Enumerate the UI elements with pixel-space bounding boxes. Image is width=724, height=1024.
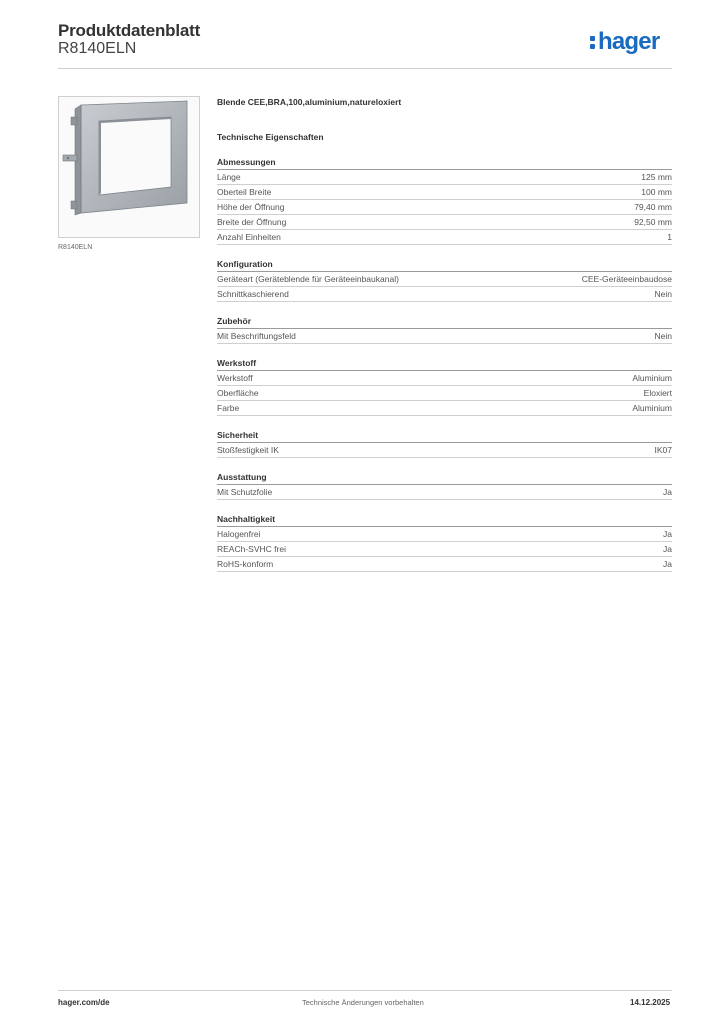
section-title: Ausstattung [217, 470, 672, 485]
spec-value: Ja [663, 529, 672, 539]
spec-row [217, 386, 672, 401]
document-title: Produktdatenblatt [58, 21, 201, 40]
spec-label: Mit Beschriftungsfeld [217, 331, 296, 341]
product-image [58, 96, 200, 238]
spec-section [217, 356, 672, 416]
spec-sections [217, 155, 672, 572]
spec-label: Breite der Öffnung [217, 217, 287, 227]
header-divider [58, 68, 672, 69]
spec-label: Geräteart (Geräteblende für Geräteeinbaukanal) [217, 274, 399, 284]
product-code: R8140ELN [58, 40, 137, 57]
logo-dots-icon [590, 32, 596, 50]
spec-value: Nein [654, 331, 672, 341]
spec-row [217, 287, 672, 302]
section-title: Abmessungen [217, 155, 672, 170]
footer-website[interactable]: hager.com/de [58, 998, 110, 1007]
spec-content [217, 96, 672, 572]
spec-row [217, 185, 672, 200]
spec-value: CEE-Geräteeinbaudose [581, 274, 672, 284]
spec-label: RoHS-konform [217, 559, 274, 569]
spec-row [217, 329, 672, 344]
image-caption: R8140ELN [58, 244, 93, 251]
spec-row [217, 230, 672, 245]
spec-value: 79,40 mm [634, 202, 672, 212]
footer-divider [58, 990, 672, 991]
spec-value: 92,50 mm [634, 217, 672, 227]
spec-section [217, 512, 672, 572]
spec-section [217, 470, 672, 500]
spec-value: 125 mm [641, 172, 672, 182]
spec-label: Mit Schutzfolie [217, 487, 273, 497]
spec-label: Oberteil Breite [217, 187, 272, 197]
spec-label: Anzahl Einheiten [217, 232, 281, 242]
spec-section [217, 314, 672, 344]
section-title: Sicherheit [217, 428, 672, 443]
spec-value: Nein [654, 289, 672, 299]
spec-label: Höhe der Öffnung [217, 202, 285, 212]
spec-section [217, 428, 672, 458]
section-title: Konfiguration [217, 257, 672, 272]
spec-row [217, 170, 672, 185]
faceplate-frame-icon [59, 97, 199, 237]
spec-value: Aluminium [632, 403, 672, 413]
spec-row [217, 371, 672, 386]
hager-logo[interactable] [590, 28, 659, 56]
spec-label: REACh-SVHC frei [217, 544, 286, 554]
product-description: Blende CEE,BRA,100,aluminium,natureloxiert [217, 97, 402, 107]
section-title: Nachhaltigkeit [217, 512, 672, 527]
footer-note: Technische Änderungen vorbehalten [302, 998, 424, 1007]
spec-section [217, 257, 672, 302]
tech-properties-title: Technische Eigenschaften [217, 132, 324, 142]
spec-label: Schnittkaschierend [217, 289, 289, 299]
spec-value: Ja [663, 544, 672, 554]
spec-row [217, 557, 672, 572]
spec-value: Ja [663, 487, 672, 497]
spec-value: Aluminium [632, 373, 672, 383]
spec-row [217, 485, 672, 500]
spec-row [217, 215, 672, 230]
spec-label: Stoßfestigkeit IK [217, 445, 279, 455]
spec-section [217, 155, 672, 245]
spec-value: 100 mm [641, 187, 672, 197]
spec-value: Ja [663, 559, 672, 569]
spec-label: Halogenfrei [217, 529, 261, 539]
logo-text: hager [598, 28, 660, 55]
spec-row [217, 443, 672, 458]
section-title: Zubehör [217, 314, 672, 329]
spec-label: Oberfläche [217, 388, 259, 398]
spec-label: Länge [217, 172, 241, 182]
spec-value: 1 [667, 232, 672, 242]
spec-value: IK07 [654, 445, 672, 455]
footer-date: 14.12.2025 [630, 998, 671, 1007]
spec-row [217, 542, 672, 557]
section-title: Werkstoff [217, 356, 672, 371]
spec-row [217, 272, 672, 287]
spec-row [217, 401, 672, 416]
spec-row [217, 200, 672, 215]
spec-row [217, 527, 672, 542]
spec-value: Eloxiert [643, 388, 672, 398]
spec-label: Farbe [217, 403, 240, 413]
spec-label: Werkstoff [217, 373, 253, 383]
